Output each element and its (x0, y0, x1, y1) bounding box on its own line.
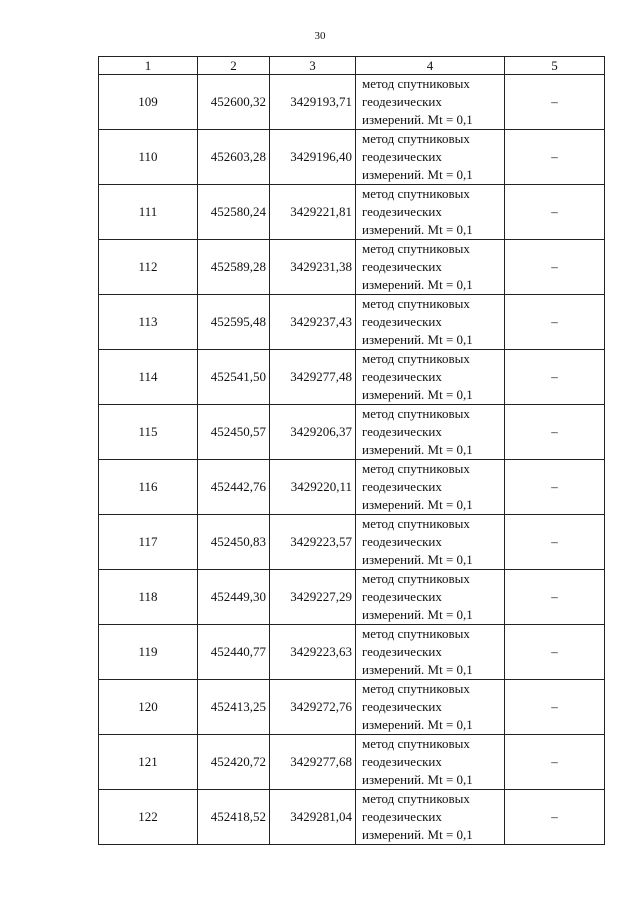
page-number: 30 (314, 30, 326, 42)
method-line: метод спутниковых (362, 516, 470, 531)
table-header-row (99, 57, 605, 75)
note-cell: – (505, 405, 605, 460)
note-cell: – (505, 295, 605, 350)
method-line: геодезических (362, 424, 442, 439)
point-number-cell: 112 (99, 240, 198, 295)
method-cell (356, 295, 505, 350)
note-cell: – (505, 75, 605, 130)
note-cell: – (505, 570, 605, 625)
method-cell (356, 790, 505, 845)
method-line: метод спутниковых (362, 791, 470, 806)
table-row (99, 130, 605, 185)
y-coordinate-cell: 3429206,37 (270, 405, 356, 460)
y-coordinate-cell: 3429277,68 (270, 735, 356, 790)
method-cell (356, 460, 505, 515)
table-row (99, 405, 605, 460)
method-line: измерений. Mt = 0,1 (362, 827, 473, 842)
point-number-cell: 117 (99, 515, 198, 570)
method-line: геодезических (362, 644, 442, 659)
point-number-cell: 111 (99, 185, 198, 240)
table-row (99, 790, 605, 845)
method-line: метод спутниковых (362, 461, 470, 476)
note-cell: – (505, 735, 605, 790)
table-row (99, 75, 605, 130)
note-cell: – (505, 625, 605, 680)
point-number-cell: 114 (99, 350, 198, 405)
point-number-cell: 109 (99, 75, 198, 130)
x-coordinate-cell: 452440,77 (198, 625, 270, 680)
table-row (99, 350, 605, 405)
point-number-cell: 116 (99, 460, 198, 515)
method-line: метод спутниковых (362, 186, 470, 201)
table-row (99, 515, 605, 570)
note-cell: – (505, 350, 605, 405)
table-row (99, 680, 605, 735)
x-coordinate-cell: 452442,76 (198, 460, 270, 515)
method-line: метод спутниковых (362, 351, 470, 366)
method-cell (356, 570, 505, 625)
table-row (99, 570, 605, 625)
table-row (99, 625, 605, 680)
y-coordinate-cell: 3429223,63 (270, 625, 356, 680)
table-body (99, 75, 605, 845)
method-cell (356, 350, 505, 405)
header-col-1: 1 (99, 57, 198, 75)
method-line: измерений. Mt = 0,1 (362, 717, 473, 732)
method-line: метод спутниковых (362, 241, 470, 256)
point-number-cell: 110 (99, 130, 198, 185)
method-line: метод спутниковых (362, 296, 470, 311)
y-coordinate-cell: 3429231,38 (270, 240, 356, 295)
method-line: геодезических (362, 314, 442, 329)
x-coordinate-cell: 452413,25 (198, 680, 270, 735)
y-coordinate-cell: 3429227,29 (270, 570, 356, 625)
point-number-cell: 118 (99, 570, 198, 625)
header-col-2: 2 (198, 57, 270, 75)
method-line: измерений. Mt = 0,1 (362, 772, 473, 787)
y-coordinate-cell: 3429220,11 (270, 460, 356, 515)
table-row (99, 185, 605, 240)
method-line: измерений. Mt = 0,1 (362, 607, 473, 622)
method-cell (356, 75, 505, 130)
method-line: геодезических (362, 259, 442, 274)
method-line: метод спутниковых (362, 626, 470, 641)
x-coordinate-cell: 452541,50 (198, 350, 270, 405)
x-coordinate-cell: 452418,52 (198, 790, 270, 845)
method-line: метод спутниковых (362, 571, 470, 586)
x-coordinate-cell: 452420,72 (198, 735, 270, 790)
x-coordinate-cell: 452595,48 (198, 295, 270, 350)
note-cell: – (505, 790, 605, 845)
note-cell: – (505, 185, 605, 240)
method-cell (356, 185, 505, 240)
table-row (99, 735, 605, 790)
point-number-cell: 115 (99, 405, 198, 460)
note-cell: – (505, 460, 605, 515)
y-coordinate-cell: 3429237,43 (270, 295, 356, 350)
x-coordinate-cell: 452450,83 (198, 515, 270, 570)
x-coordinate-cell: 452580,24 (198, 185, 270, 240)
method-cell (356, 625, 505, 680)
method-line: измерений. Mt = 0,1 (362, 167, 473, 182)
x-coordinate-cell: 452589,28 (198, 240, 270, 295)
method-line: геодезических (362, 149, 442, 164)
header-col-3: 3 (270, 57, 356, 75)
method-line: геодезических (362, 809, 442, 824)
method-line: геодезических (362, 534, 442, 549)
method-line: геодезических (362, 94, 442, 109)
method-line: измерений. Mt = 0,1 (362, 332, 473, 347)
x-coordinate-cell: 452600,32 (198, 75, 270, 130)
y-coordinate-cell: 3429223,57 (270, 515, 356, 570)
note-cell: – (505, 240, 605, 295)
method-line: измерений. Mt = 0,1 (362, 442, 473, 457)
method-line: измерений. Mt = 0,1 (362, 497, 473, 512)
method-line: геодезических (362, 699, 442, 714)
method-cell (356, 735, 505, 790)
method-line: измерений. Mt = 0,1 (362, 662, 473, 677)
method-line: измерений. Mt = 0,1 (362, 387, 473, 402)
method-line: метод спутниковых (362, 681, 470, 696)
y-coordinate-cell: 3429221,81 (270, 185, 356, 240)
method-line: метод спутниковых (362, 76, 470, 91)
method-cell (356, 240, 505, 295)
method-line: измерений. Mt = 0,1 (362, 222, 473, 237)
point-number-cell: 122 (99, 790, 198, 845)
method-line: геодезических (362, 589, 442, 604)
point-number-cell: 119 (99, 625, 198, 680)
table-row (99, 295, 605, 350)
method-cell (356, 515, 505, 570)
y-coordinate-cell: 3429193,71 (270, 75, 356, 130)
method-line: измерений. Mt = 0,1 (362, 277, 473, 292)
point-number-cell: 121 (99, 735, 198, 790)
note-cell: – (505, 130, 605, 185)
x-coordinate-cell: 452450,57 (198, 405, 270, 460)
method-cell (356, 680, 505, 735)
method-line: метод спутниковых (362, 736, 470, 751)
header-col-4: 4 (356, 57, 505, 75)
method-line: геодезических (362, 369, 442, 384)
coordinates-table (98, 56, 605, 845)
y-coordinate-cell: 3429281,04 (270, 790, 356, 845)
table-row (99, 460, 605, 515)
y-coordinate-cell: 3429272,76 (270, 680, 356, 735)
x-coordinate-cell: 452449,30 (198, 570, 270, 625)
method-cell (356, 130, 505, 185)
method-line: геодезических (362, 204, 442, 219)
method-cell (356, 405, 505, 460)
point-number-cell: 113 (99, 295, 198, 350)
header-col-5: 5 (505, 57, 605, 75)
point-number-cell: 120 (99, 680, 198, 735)
method-line: метод спутниковых (362, 406, 470, 421)
method-line: измерений. Mt = 0,1 (362, 112, 473, 127)
x-coordinate-cell: 452603,28 (198, 130, 270, 185)
y-coordinate-cell: 3429277,48 (270, 350, 356, 405)
note-cell: – (505, 515, 605, 570)
table-row (99, 240, 605, 295)
y-coordinate-cell: 3429196,40 (270, 130, 356, 185)
method-line: геодезических (362, 754, 442, 769)
method-line: геодезических (362, 479, 442, 494)
method-line: измерений. Mt = 0,1 (362, 552, 473, 567)
note-cell: – (505, 680, 605, 735)
method-line: метод спутниковых (362, 131, 470, 146)
